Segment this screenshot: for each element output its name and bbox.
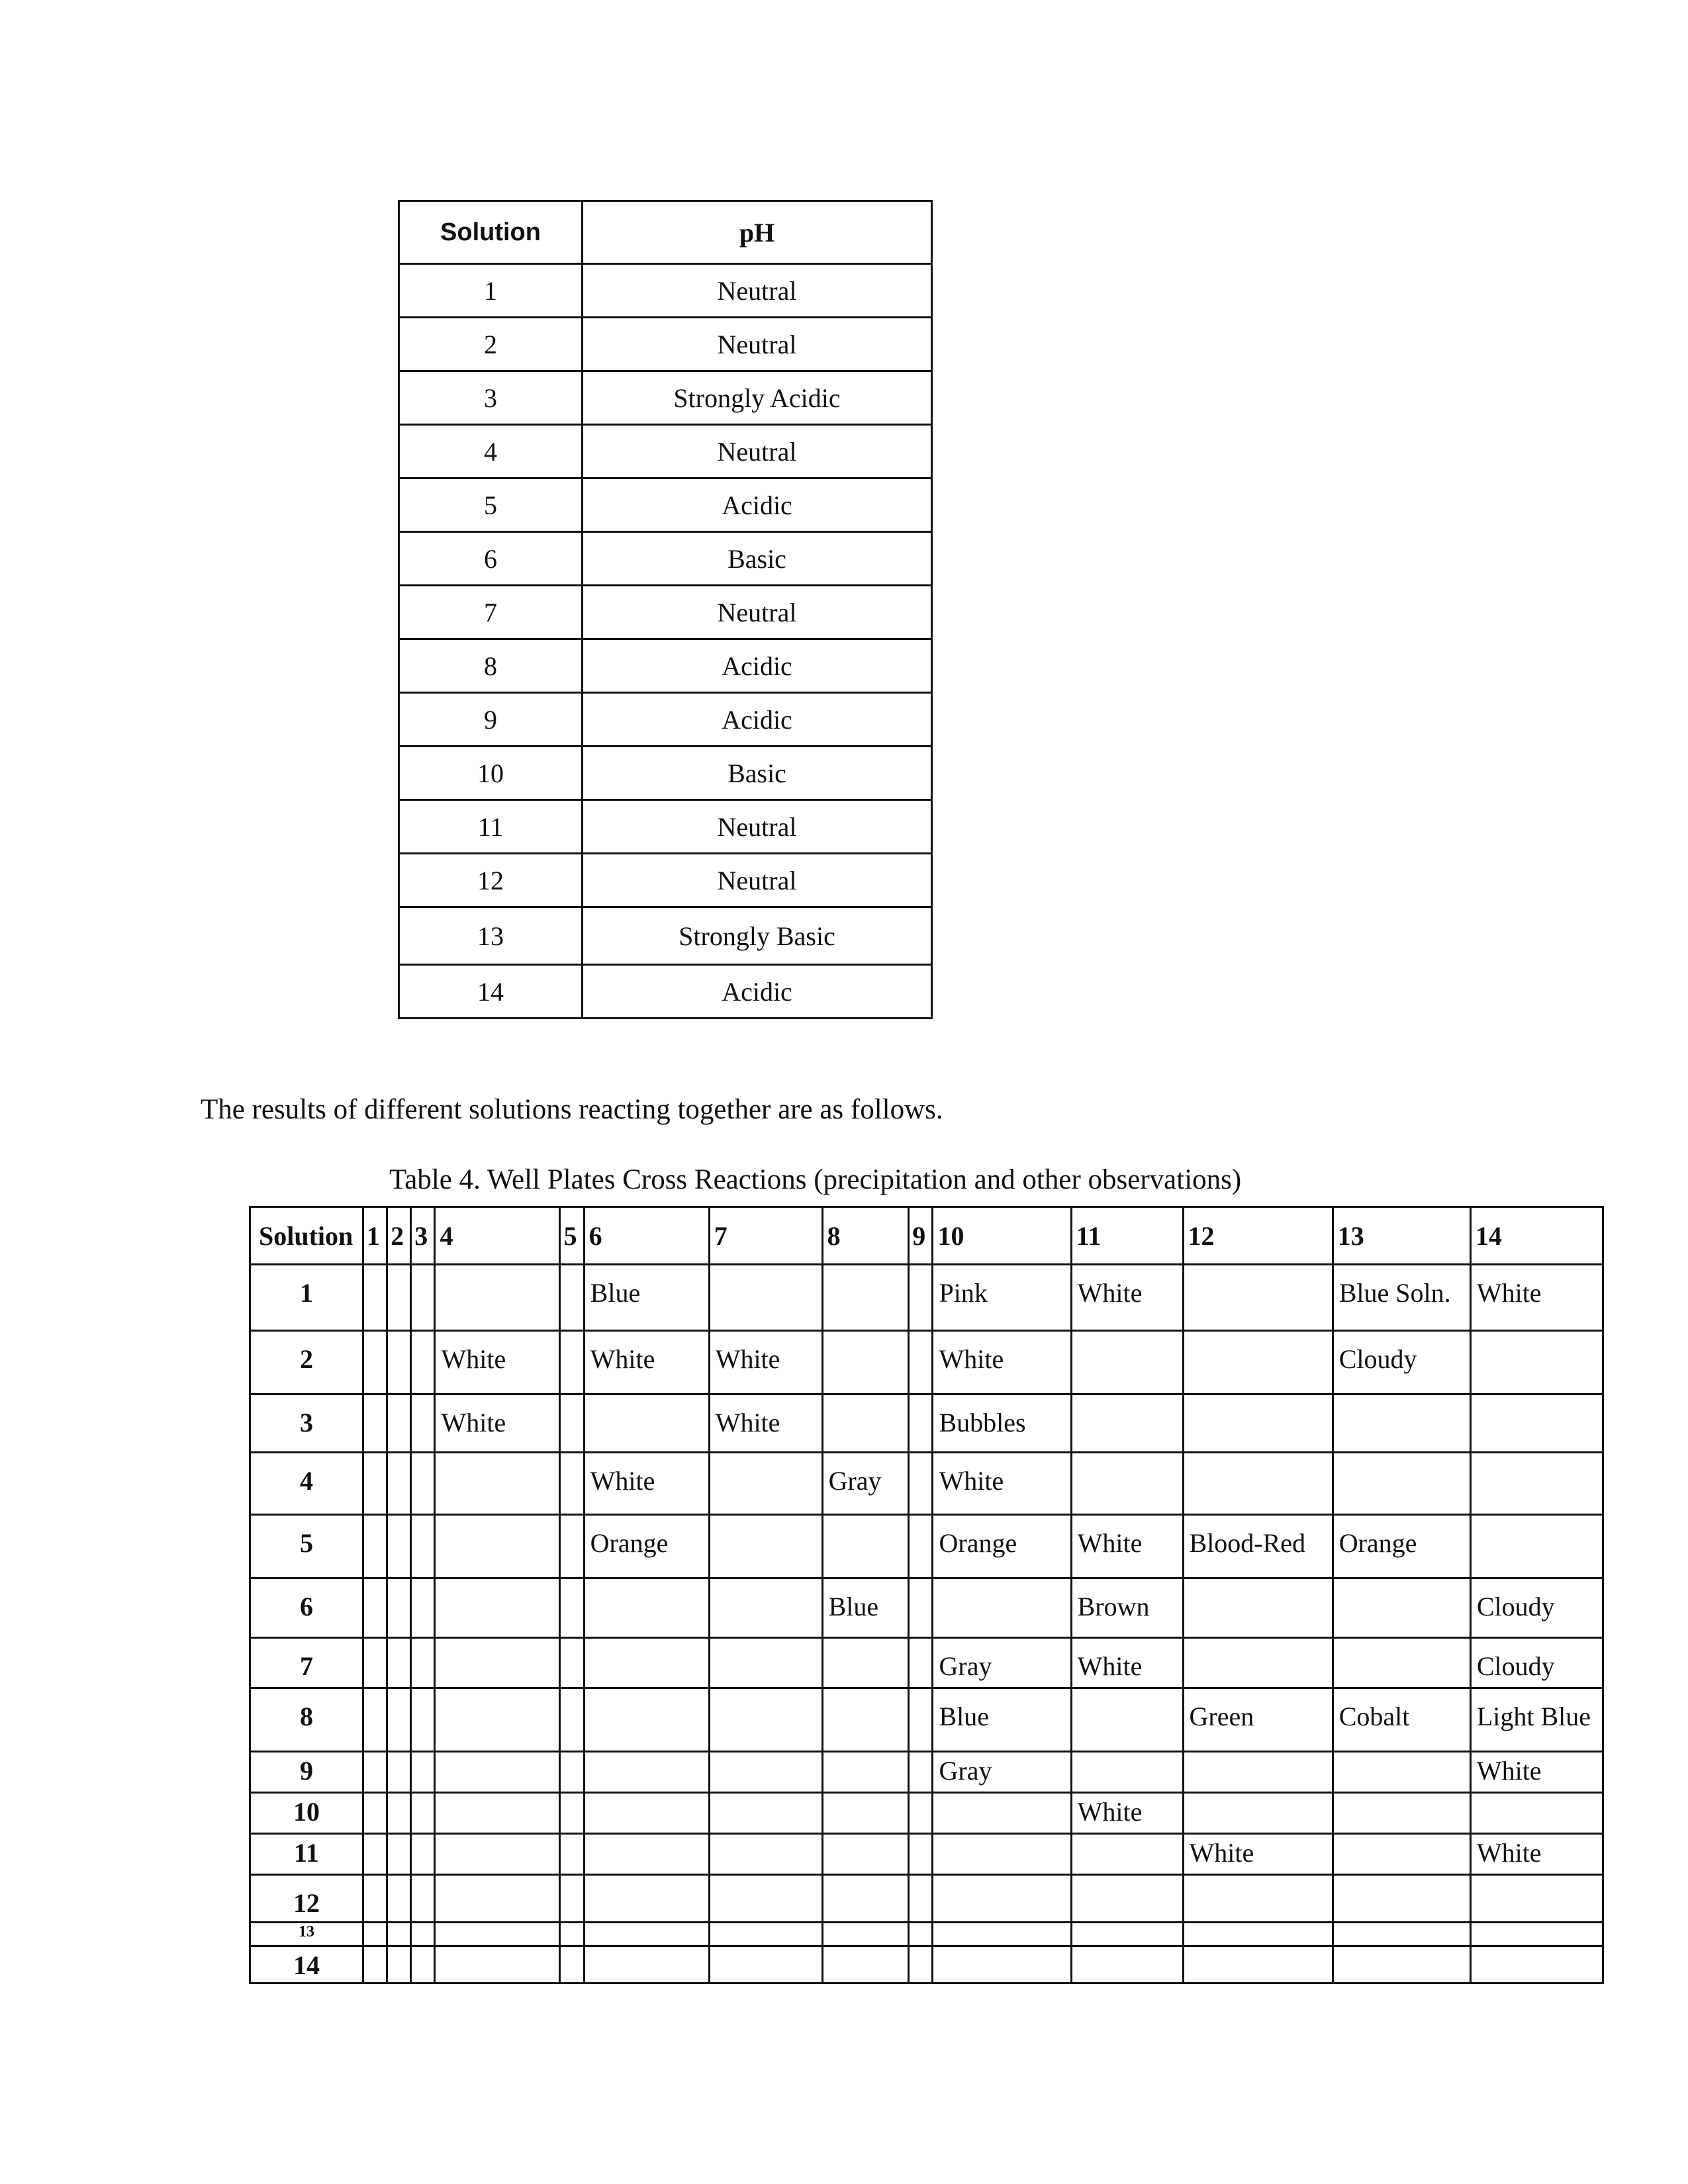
reaction-cell bbox=[435, 1515, 560, 1578]
reaction-cell bbox=[363, 1515, 387, 1578]
reaction-cell: Blue bbox=[933, 1688, 1071, 1752]
reaction-cell: White bbox=[933, 1453, 1071, 1515]
reaction-cell bbox=[709, 1923, 822, 1946]
reaction-cell bbox=[933, 1578, 1071, 1638]
reaction-cell bbox=[1183, 1394, 1333, 1453]
reaction-cell bbox=[1183, 1331, 1333, 1394]
cross-column-header: 7 bbox=[709, 1207, 822, 1265]
reaction-cell bbox=[909, 1394, 933, 1453]
reaction-cell: White bbox=[584, 1331, 709, 1394]
cross-table-header-row bbox=[250, 1207, 1603, 1265]
cross-column-header: 3 bbox=[411, 1207, 435, 1265]
reaction-cell bbox=[822, 1923, 909, 1946]
reaction-cell bbox=[411, 1834, 435, 1875]
ph-table bbox=[398, 200, 933, 1019]
cross-row-header: 10 bbox=[250, 1793, 363, 1834]
ph-value-cell: Neutral bbox=[583, 264, 932, 318]
reaction-cell: Cloudy bbox=[1333, 1331, 1470, 1394]
reaction-cell bbox=[1183, 1875, 1333, 1923]
ph-table-row bbox=[399, 371, 932, 425]
cross-column-header: 6 bbox=[584, 1207, 709, 1265]
reaction-cell bbox=[709, 1688, 822, 1752]
cross-column-header: 12 bbox=[1183, 1207, 1333, 1265]
cross-row-header: 7 bbox=[250, 1638, 363, 1688]
ph-solution-cell: 10 bbox=[399, 747, 583, 800]
reaction-cell bbox=[584, 1923, 709, 1946]
reaction-cell bbox=[411, 1793, 435, 1834]
reaction-cell: Blue Soln. bbox=[1333, 1265, 1470, 1331]
reaction-cell: Gray bbox=[933, 1752, 1071, 1793]
reaction-cell: Green bbox=[1183, 1688, 1333, 1752]
reaction-cell bbox=[909, 1752, 933, 1793]
reaction-cell bbox=[411, 1923, 435, 1946]
reaction-cell bbox=[560, 1923, 584, 1946]
reaction-cell bbox=[363, 1453, 387, 1515]
cross-row-header: 14 bbox=[250, 1946, 363, 1983]
reaction-cell: Blood-Red bbox=[1183, 1515, 1333, 1578]
reaction-cell bbox=[909, 1578, 933, 1638]
reaction-cell bbox=[435, 1875, 560, 1923]
ph-value-cell: Acidic bbox=[583, 965, 932, 1019]
reaction-cell bbox=[1333, 1946, 1470, 1983]
reaction-cell bbox=[909, 1638, 933, 1688]
reaction-cell bbox=[387, 1638, 411, 1688]
reaction-cell bbox=[822, 1793, 909, 1834]
reaction-cell bbox=[822, 1688, 909, 1752]
reaction-cell: Light Blue bbox=[1470, 1688, 1603, 1752]
reaction-cell bbox=[560, 1946, 584, 1983]
cross-header-solution: Solution bbox=[250, 1207, 363, 1265]
reaction-cell bbox=[1333, 1578, 1470, 1638]
reaction-cell bbox=[411, 1875, 435, 1923]
cross-column-header: 11 bbox=[1071, 1207, 1183, 1265]
reaction-cell: White bbox=[709, 1331, 822, 1394]
reaction-cell bbox=[411, 1265, 435, 1331]
reaction-cell bbox=[909, 1834, 933, 1875]
ph-value-cell: Neutral bbox=[583, 318, 932, 371]
reaction-cell bbox=[1071, 1688, 1183, 1752]
reaction-cell bbox=[411, 1688, 435, 1752]
cross-table-row bbox=[250, 1265, 1603, 1331]
reaction-cell bbox=[363, 1265, 387, 1331]
reaction-cell bbox=[584, 1578, 709, 1638]
reaction-cell bbox=[560, 1265, 584, 1331]
reaction-cell: White bbox=[584, 1453, 709, 1515]
reaction-cell bbox=[411, 1946, 435, 1983]
ph-solution-cell: 14 bbox=[399, 965, 583, 1019]
cross-row-header: 3 bbox=[250, 1394, 363, 1453]
ph-value-cell: Acidic bbox=[583, 639, 932, 693]
ph-solution-cell: 13 bbox=[399, 907, 583, 965]
reaction-cell bbox=[387, 1923, 411, 1946]
reaction-cell bbox=[709, 1875, 822, 1923]
reaction-cell bbox=[1333, 1875, 1470, 1923]
cross-row-header: 9 bbox=[250, 1752, 363, 1793]
reaction-cell bbox=[435, 1453, 560, 1515]
ph-solution-cell: 2 bbox=[399, 318, 583, 371]
reaction-cell: Brown bbox=[1071, 1578, 1183, 1638]
reaction-cell bbox=[387, 1453, 411, 1515]
reaction-cell bbox=[435, 1752, 560, 1793]
reaction-cell bbox=[435, 1688, 560, 1752]
ph-table-row bbox=[399, 318, 932, 371]
reaction-cell bbox=[435, 1923, 560, 1946]
ph-table-row bbox=[399, 532, 932, 586]
cross-column-header: 14 bbox=[1470, 1207, 1603, 1265]
reaction-cell: White bbox=[1470, 1752, 1603, 1793]
reaction-cell bbox=[1470, 1946, 1603, 1983]
reaction-cell bbox=[1183, 1578, 1333, 1638]
cross-row-header: 13 bbox=[250, 1923, 363, 1946]
reaction-cell bbox=[560, 1834, 584, 1875]
cross-table-row bbox=[250, 1394, 1603, 1453]
ph-header-ph: pH bbox=[583, 201, 932, 264]
reaction-cell: Gray bbox=[933, 1638, 1071, 1688]
reaction-cell: White bbox=[435, 1331, 560, 1394]
reaction-cell bbox=[1470, 1453, 1603, 1515]
reaction-cell: White bbox=[1183, 1834, 1333, 1875]
ph-solution-cell: 7 bbox=[399, 586, 583, 639]
reaction-cell: White bbox=[933, 1331, 1071, 1394]
reaction-cell bbox=[387, 1688, 411, 1752]
reaction-cell bbox=[709, 1265, 822, 1331]
reaction-cell bbox=[1183, 1752, 1333, 1793]
reaction-cell bbox=[709, 1453, 822, 1515]
cross-table-row bbox=[250, 1946, 1603, 1983]
cross-column-header: 4 bbox=[435, 1207, 560, 1265]
cross-table-row bbox=[250, 1875, 1603, 1923]
reaction-cell: Cobalt bbox=[1333, 1688, 1470, 1752]
cross-column-header: 2 bbox=[387, 1207, 411, 1265]
reaction-cell: Blue bbox=[584, 1265, 709, 1331]
reaction-cell bbox=[1071, 1834, 1183, 1875]
reaction-cell bbox=[387, 1946, 411, 1983]
reaction-cell bbox=[822, 1515, 909, 1578]
reaction-cell bbox=[363, 1793, 387, 1834]
reaction-cell: Orange bbox=[1333, 1515, 1470, 1578]
cross-table-row bbox=[250, 1793, 1603, 1834]
reaction-cell bbox=[1183, 1265, 1333, 1331]
cross-table-row bbox=[250, 1453, 1603, 1515]
reaction-cell bbox=[387, 1394, 411, 1453]
ph-table-row bbox=[399, 478, 932, 532]
reaction-cell bbox=[387, 1515, 411, 1578]
reaction-cell bbox=[435, 1578, 560, 1638]
reaction-cell bbox=[387, 1834, 411, 1875]
cross-table-row bbox=[250, 1578, 1603, 1638]
ph-value-cell: Neutral bbox=[583, 425, 932, 478]
reaction-cell bbox=[1470, 1923, 1603, 1946]
reaction-cell bbox=[1470, 1331, 1603, 1394]
cross-column-header: 10 bbox=[933, 1207, 1071, 1265]
reaction-cell bbox=[709, 1834, 822, 1875]
reaction-cell bbox=[363, 1394, 387, 1453]
reaction-cell bbox=[387, 1875, 411, 1923]
reaction-cell: White bbox=[1071, 1515, 1183, 1578]
reaction-cell bbox=[709, 1752, 822, 1793]
ph-table-row bbox=[399, 854, 932, 907]
reaction-cell bbox=[560, 1793, 584, 1834]
reaction-cell bbox=[909, 1923, 933, 1946]
reaction-cell bbox=[584, 1875, 709, 1923]
reaction-cell bbox=[822, 1946, 909, 1983]
ph-value-cell: Basic bbox=[583, 532, 932, 586]
reaction-cell bbox=[411, 1515, 435, 1578]
reaction-cell bbox=[709, 1946, 822, 1983]
reaction-cell bbox=[909, 1875, 933, 1923]
reaction-cell: White bbox=[435, 1394, 560, 1453]
reaction-cell bbox=[560, 1331, 584, 1394]
reaction-cell bbox=[387, 1331, 411, 1394]
ph-value-cell: Strongly Basic bbox=[583, 907, 932, 965]
cross-column-header: 9 bbox=[909, 1207, 933, 1265]
reaction-cell bbox=[1333, 1793, 1470, 1834]
reaction-cell bbox=[560, 1578, 584, 1638]
reaction-cell bbox=[560, 1688, 584, 1752]
reaction-cell bbox=[822, 1752, 909, 1793]
reaction-cell bbox=[933, 1923, 1071, 1946]
reaction-cell bbox=[584, 1834, 709, 1875]
reaction-cell bbox=[560, 1453, 584, 1515]
reaction-cell bbox=[411, 1752, 435, 1793]
reaction-cell: Orange bbox=[584, 1515, 709, 1578]
reaction-cell bbox=[560, 1875, 584, 1923]
reaction-cell: Bubbles bbox=[933, 1394, 1071, 1453]
reaction-cell bbox=[435, 1638, 560, 1688]
reaction-cell: White bbox=[1071, 1793, 1183, 1834]
reaction-cell bbox=[560, 1638, 584, 1688]
ph-solution-cell: 9 bbox=[399, 693, 583, 747]
reaction-cell bbox=[1470, 1394, 1603, 1453]
reaction-cell bbox=[1071, 1752, 1183, 1793]
table-caption: Table 4. Well Plates Cross Reactions (precipitation and other observations) bbox=[389, 1164, 1242, 1195]
ph-solution-cell: 1 bbox=[399, 264, 583, 318]
reaction-cell bbox=[1183, 1923, 1333, 1946]
ph-table-row bbox=[399, 965, 932, 1019]
reaction-cell bbox=[387, 1752, 411, 1793]
reaction-cell: Gray bbox=[822, 1453, 909, 1515]
reaction-cell bbox=[909, 1793, 933, 1834]
reaction-cell bbox=[822, 1638, 909, 1688]
cross-row-header: 6 bbox=[250, 1578, 363, 1638]
reaction-cell bbox=[1333, 1752, 1470, 1793]
reaction-cell bbox=[933, 1875, 1071, 1923]
reaction-cell bbox=[1071, 1923, 1183, 1946]
reaction-cell bbox=[584, 1394, 709, 1453]
reaction-cell bbox=[1470, 1793, 1603, 1834]
cross-column-header: 5 bbox=[560, 1207, 584, 1265]
reaction-cell bbox=[363, 1578, 387, 1638]
reaction-cell bbox=[584, 1946, 709, 1983]
reaction-cell bbox=[435, 1793, 560, 1834]
reaction-cell bbox=[363, 1834, 387, 1875]
reaction-cell bbox=[909, 1515, 933, 1578]
reaction-cell bbox=[435, 1946, 560, 1983]
reaction-cell bbox=[411, 1453, 435, 1515]
reaction-cell bbox=[387, 1578, 411, 1638]
cross-column-header: 8 bbox=[822, 1207, 909, 1265]
reaction-cell bbox=[411, 1394, 435, 1453]
cross-table-row bbox=[250, 1515, 1603, 1578]
ph-table-row bbox=[399, 693, 932, 747]
reaction-cell bbox=[933, 1946, 1071, 1983]
reaction-cell bbox=[1333, 1394, 1470, 1453]
reaction-cell bbox=[363, 1688, 387, 1752]
reaction-cell bbox=[1470, 1875, 1603, 1923]
ph-value-cell: Acidic bbox=[583, 478, 932, 532]
ph-table-row bbox=[399, 425, 932, 478]
cross-row-header: 2 bbox=[250, 1331, 363, 1394]
reaction-cell bbox=[584, 1793, 709, 1834]
reaction-cell bbox=[411, 1638, 435, 1688]
ph-solution-cell: 3 bbox=[399, 371, 583, 425]
ph-table-row bbox=[399, 907, 932, 965]
cross-row-header: 12 bbox=[250, 1875, 363, 1923]
cross-table-row bbox=[250, 1752, 1603, 1793]
reaction-cell bbox=[1071, 1331, 1183, 1394]
ph-solution-cell: 11 bbox=[399, 800, 583, 854]
ph-solution-cell: 8 bbox=[399, 639, 583, 693]
reaction-cell bbox=[435, 1834, 560, 1875]
cross-reactions-table bbox=[249, 1206, 1604, 1984]
reaction-cell bbox=[1333, 1923, 1470, 1946]
cross-table-row bbox=[250, 1923, 1603, 1946]
reaction-cell bbox=[387, 1793, 411, 1834]
reaction-cell bbox=[1183, 1638, 1333, 1688]
reaction-cell: White bbox=[1071, 1265, 1183, 1331]
cross-column-header: 13 bbox=[1333, 1207, 1470, 1265]
ph-solution-cell: 12 bbox=[399, 854, 583, 907]
reaction-cell bbox=[709, 1578, 822, 1638]
reaction-cell bbox=[709, 1638, 822, 1688]
cross-table-row bbox=[250, 1834, 1603, 1875]
reaction-cell bbox=[363, 1875, 387, 1923]
intro-text: The results of different solutions reacting together are as follows. bbox=[201, 1094, 943, 1125]
cross-column-header: 1 bbox=[363, 1207, 387, 1265]
reaction-cell bbox=[363, 1923, 387, 1946]
ph-table-row bbox=[399, 264, 932, 318]
ph-solution-cell: 4 bbox=[399, 425, 583, 478]
ph-solution-cell: 6 bbox=[399, 532, 583, 586]
ph-value-cell: Strongly Acidic bbox=[583, 371, 932, 425]
ph-value-cell: Acidic bbox=[583, 693, 932, 747]
reaction-cell: Pink bbox=[933, 1265, 1071, 1331]
ph-header-solution: Solution bbox=[399, 201, 583, 264]
reaction-cell: Cloudy bbox=[1470, 1638, 1603, 1688]
reaction-cell bbox=[560, 1752, 584, 1793]
reaction-cell bbox=[1071, 1875, 1183, 1923]
ph-value-cell: Neutral bbox=[583, 800, 932, 854]
reaction-cell bbox=[822, 1394, 909, 1453]
reaction-cell: White bbox=[1470, 1834, 1603, 1875]
reaction-cell bbox=[584, 1638, 709, 1688]
reaction-cell bbox=[822, 1265, 909, 1331]
ph-table-row bbox=[399, 586, 932, 639]
reaction-cell bbox=[909, 1265, 933, 1331]
reaction-cell bbox=[411, 1331, 435, 1394]
cross-table-row bbox=[250, 1638, 1603, 1688]
reaction-cell bbox=[1183, 1946, 1333, 1983]
reaction-cell bbox=[560, 1515, 584, 1578]
cross-row-header: 4 bbox=[250, 1453, 363, 1515]
ph-table-row bbox=[399, 747, 932, 800]
ph-value-cell: Neutral bbox=[583, 586, 932, 639]
reaction-cell bbox=[909, 1946, 933, 1983]
reaction-cell bbox=[1333, 1453, 1470, 1515]
reaction-cell bbox=[1333, 1834, 1470, 1875]
reaction-cell bbox=[822, 1331, 909, 1394]
reaction-cell bbox=[1183, 1453, 1333, 1515]
reaction-cell bbox=[411, 1578, 435, 1638]
reaction-cell bbox=[363, 1638, 387, 1688]
reaction-cell bbox=[822, 1875, 909, 1923]
reaction-cell bbox=[363, 1946, 387, 1983]
reaction-cell bbox=[909, 1331, 933, 1394]
ph-table-header-row bbox=[399, 201, 932, 264]
reaction-cell bbox=[1183, 1793, 1333, 1834]
reaction-cell: Cloudy bbox=[1470, 1578, 1603, 1638]
reaction-cell: White bbox=[1071, 1638, 1183, 1688]
reaction-cell bbox=[584, 1688, 709, 1752]
cross-row-header: 8 bbox=[250, 1688, 363, 1752]
cross-row-header: 11 bbox=[250, 1834, 363, 1875]
reaction-cell bbox=[363, 1752, 387, 1793]
reaction-cell bbox=[709, 1793, 822, 1834]
reaction-cell bbox=[822, 1834, 909, 1875]
reaction-cell bbox=[1333, 1638, 1470, 1688]
reaction-cell: White bbox=[1470, 1265, 1603, 1331]
ph-solution-cell: 5 bbox=[399, 478, 583, 532]
reaction-cell bbox=[933, 1834, 1071, 1875]
reaction-cell bbox=[584, 1752, 709, 1793]
reaction-cell: Orange bbox=[933, 1515, 1071, 1578]
reaction-cell bbox=[1071, 1946, 1183, 1983]
reaction-cell bbox=[933, 1793, 1071, 1834]
reaction-cell bbox=[1470, 1515, 1603, 1578]
ph-value-cell: Neutral bbox=[583, 854, 932, 907]
reaction-cell bbox=[435, 1265, 560, 1331]
ph-value-cell: Basic bbox=[583, 747, 932, 800]
ph-table-row bbox=[399, 639, 932, 693]
cross-row-header: 1 bbox=[250, 1265, 363, 1331]
reaction-cell bbox=[709, 1515, 822, 1578]
reaction-cell bbox=[560, 1394, 584, 1453]
reaction-cell bbox=[909, 1453, 933, 1515]
cross-row-header: 5 bbox=[250, 1515, 363, 1578]
cross-table-row bbox=[250, 1688, 1603, 1752]
reaction-cell bbox=[1071, 1453, 1183, 1515]
reaction-cell bbox=[363, 1331, 387, 1394]
cross-table-row bbox=[250, 1331, 1603, 1394]
reaction-cell bbox=[387, 1265, 411, 1331]
reaction-cell: Blue bbox=[822, 1578, 909, 1638]
reaction-cell bbox=[909, 1688, 933, 1752]
reaction-cell: White bbox=[709, 1394, 822, 1453]
reaction-cell bbox=[1071, 1394, 1183, 1453]
ph-table-row bbox=[399, 800, 932, 854]
